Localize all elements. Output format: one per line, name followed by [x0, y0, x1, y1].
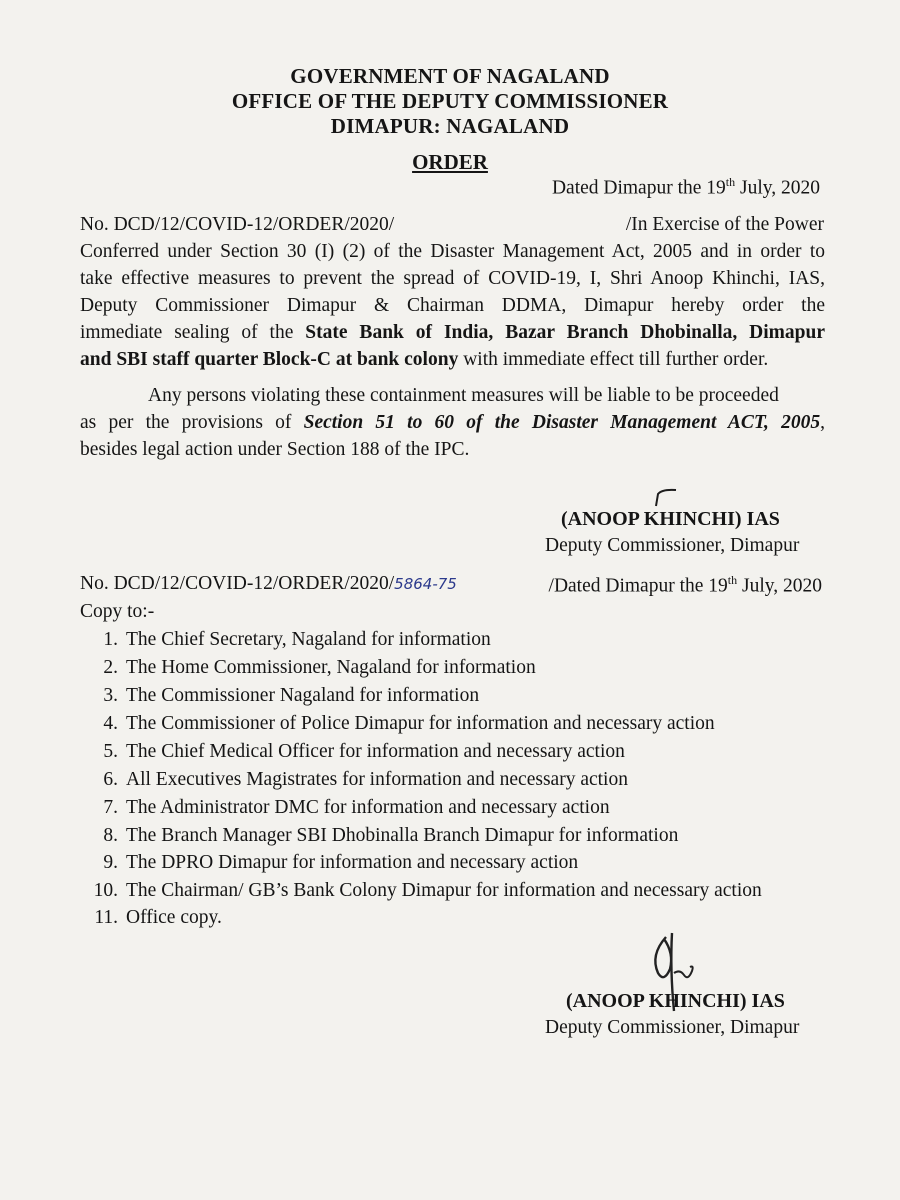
para1-line6	[80, 349, 825, 371]
order-title: ORDER	[412, 150, 488, 174]
memo-number	[80, 573, 457, 595]
order-date	[552, 175, 820, 200]
memo-number-text: No. DCD/12/COVID-12/ORDER/2020/	[80, 573, 395, 594]
memo-date-prefix: /Dated Dimapur the 19	[548, 575, 728, 597]
list-item	[82, 852, 578, 874]
para2-comma: ,	[820, 412, 825, 433]
list-item-number: 7.	[103, 797, 118, 818]
list-item-number: 6.	[103, 769, 118, 790]
list-item-text: The Commissioner Nagaland for information	[126, 685, 480, 706]
para1-line2: Conferred under Section 30 (I) (2) of the Disaster Management Act, 2005 and in order to	[80, 241, 825, 262]
order-number: No. DCD/12/COVID-12/ORDER/2020/	[80, 214, 395, 235]
list-item	[82, 629, 491, 651]
header-location: DIMAPUR: NAGALAND	[330, 114, 570, 138]
list-item	[82, 880, 762, 902]
memo-handwritten-number: 5864-75	[394, 575, 457, 593]
para2-line2-text: as per the provisions of	[80, 412, 304, 433]
list-item-text: The DPRO Dimapur for information and necessary action	[126, 852, 579, 873]
list-item	[82, 713, 715, 735]
list-item-text: The Commissioner of Police Dimapur for information and necessary action	[126, 713, 715, 734]
list-item-number: 11.	[94, 907, 118, 928]
para1-line4: Deputy Commissioner Dimapur & Chairman DDMA, Dimapur hereby order the	[80, 295, 825, 316]
list-item	[82, 657, 536, 679]
order-date-sup: th	[725, 175, 736, 189]
list-item-text: The Branch Manager SBI Dhobinalla Branch Dimapur for information	[126, 825, 679, 846]
list-item	[82, 685, 479, 707]
para1-bank-name: State Bank of India, Bazar Branch Dhobinalla, Dimapur	[305, 322, 825, 343]
signature2-name: (ANOOP KHINCHI) IAS	[566, 990, 785, 1012]
list-item	[82, 797, 610, 819]
para1-line6-text: with immediate effect till further order.	[458, 349, 769, 370]
list-item-number: 1.	[103, 629, 118, 650]
list-item	[82, 907, 222, 929]
list-item-number: 8.	[103, 825, 118, 846]
para1-line5	[80, 322, 825, 344]
list-item-text: The Chief Medical Officer for information and necessary action	[126, 741, 625, 762]
order-exercise-text: /In Exercise of the Power	[625, 214, 824, 235]
header-government: GOVERNMENT OF NAGALAND	[290, 64, 610, 88]
initial-mark	[650, 486, 684, 508]
list-item-number: 4.	[103, 713, 118, 734]
list-item-number: 5.	[103, 741, 118, 762]
para2-line3: besides legal action under Section 188 of the IPC.	[80, 439, 470, 460]
list-item	[82, 741, 625, 763]
para2-line2	[80, 412, 825, 434]
list-item-text: The Chairman/ GB’s Bank Colony Dimapur for information and necessary action	[126, 880, 762, 901]
list-item-number: 3.	[103, 685, 118, 706]
list-item-text: Office copy.	[126, 907, 222, 928]
list-item-text: The Administrator DMC for information and necessary action	[126, 797, 610, 818]
header-office: OFFICE OF THE DEPUTY COMMISSIONER	[231, 89, 669, 113]
list-item-number: 9.	[103, 852, 118, 873]
list-item-text: The Chief Secretary, Nagaland for information	[126, 629, 491, 650]
para1-staff-quarter: and SBI staff quarter Block-C at bank colony	[80, 349, 459, 370]
signature1-name: (ANOOP KHINCHI) IAS	[561, 508, 780, 530]
list-item-number: 10.	[93, 880, 118, 901]
order-date-prefix: Dated Dimapur the 19	[551, 177, 726, 199]
memo-date	[549, 573, 822, 598]
para2-line1: Any persons violating these containment measures will be liable to be proceeded	[148, 385, 779, 406]
list-item	[82, 825, 678, 847]
para1-line3: take effective measures to prevent the spread of COVID-19, I, Shri Anoop Khinchi, IAS,	[80, 268, 825, 289]
list-item-text: The Home Commissioner, Nagaland for information	[126, 657, 536, 678]
para2-act-reference: Section 51 to 60 of the Disaster Management ACT, 2005	[303, 412, 821, 433]
copy-to-label: Copy to:-	[80, 601, 155, 622]
list-item	[82, 769, 628, 791]
memo-date-sup: th	[727, 573, 738, 587]
signature2-title: Deputy Commissioner, Dimapur	[545, 1017, 800, 1038]
list-item-number: 2.	[103, 657, 118, 678]
order-date-suffix: July, 2020	[735, 177, 820, 199]
para1-line5-text: immediate sealing of the	[80, 322, 306, 343]
memo-date-suffix: July, 2020	[737, 575, 822, 597]
list-item-text: All Executives Magistrates for information and necessary action	[126, 769, 628, 790]
signature1-title: Deputy Commissioner, Dimapur	[545, 535, 800, 556]
